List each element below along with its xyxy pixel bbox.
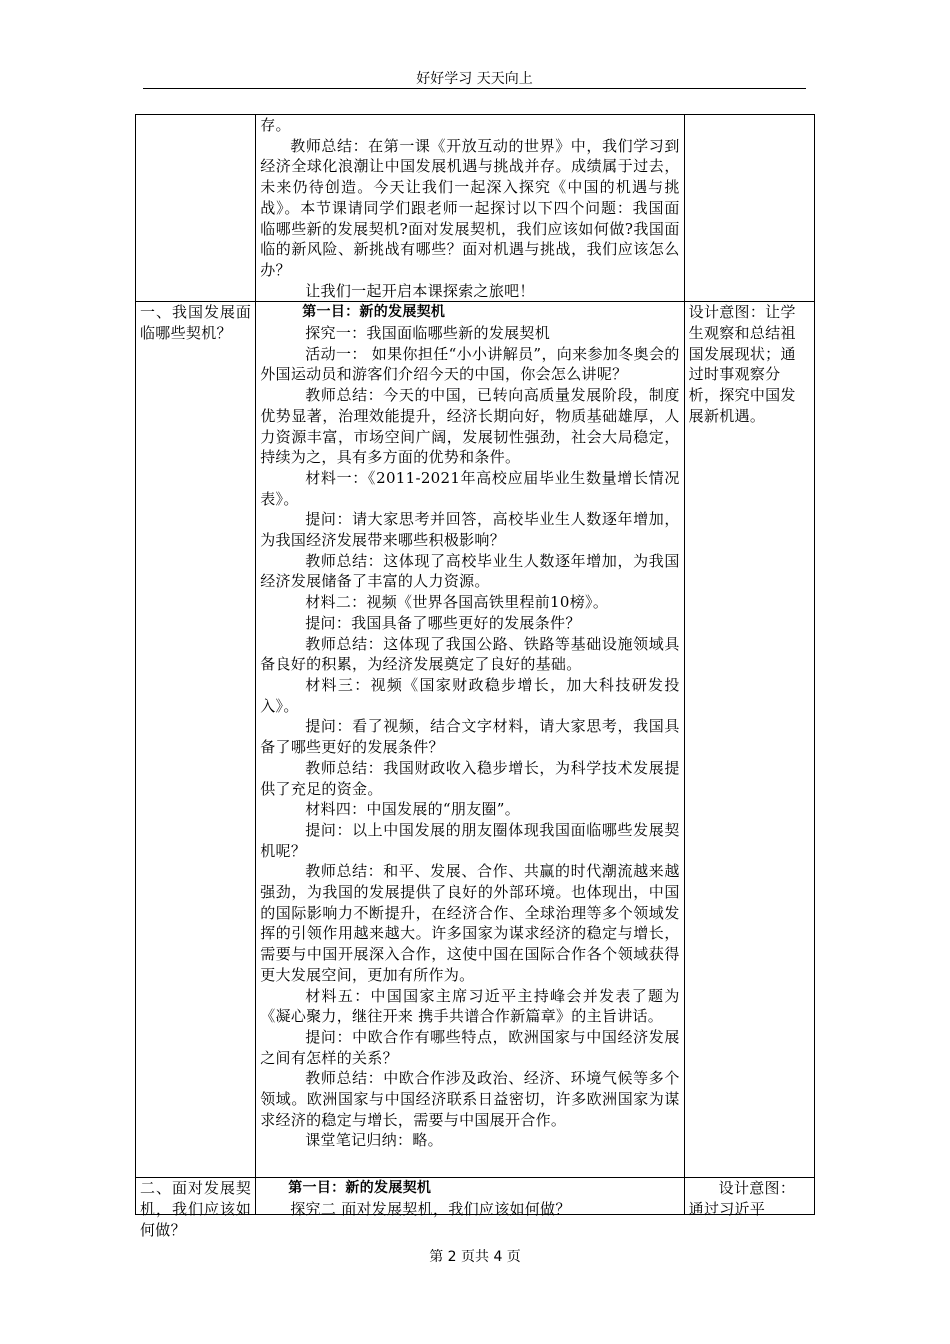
paragraph: 材料二：视频《世界各国高铁里程前10榜》。 [305,593,609,612]
page-header [143,66,806,89]
paragraph: 材料五：中国国家主席习近平主持峰会并发表了题为《凝心聚力，继往开来 携手共谱合作新篇章》的主旨讲话。 [260,986,680,1026]
subsection-title: 第一目：新的发展契机 [302,304,446,321]
table-row [136,1178,815,1215]
paragraph: 教师总结：和平、发展、合作、共赢的时代潮流越来越强劲，为我国的发展提供了良好的外部环境。也体现出，中国的国际影响力不断提升，在经济合作、全球治理等多个领域发挥的引领作用越来越大。许多国家为谋求经济的稳定与增长，需要与中国开展深入合作，这使中国在国际合作各个领域获得更大发展空间，更加有所作为。 [260,862,680,984]
paragraph: 材料三：视频《国家财政稳步增长，加大科技研发投入》。 [260,675,680,715]
paragraph: 教师总结：这体现了我国公路、铁路等基础设施领域具备良好的积累，为经济发展奠定了良好的基础。 [260,634,680,674]
paragraph: 教师总结：在第一课《开放互动的世界》中，我们学习到经济全球化浪潮让中国发展机遇与挑战并存。成绩属于过去，未来仍待创造。今天让我们一起深入探究《中国的机遇与挑战》。本节课请同学们跟老师一起探讨以下四个问题：我国面临哪些新的发展契机?面对发展契机，我们应该如何做?我国面临的新风险、新挑战有哪些？面对机遇与挑战，我们应该怎么办？ [260,136,680,279]
paragraph: 教师总结：今天的中国，已转向高质量发展阶段，制度优势显著，治理效能提升，经济长期向好，物质基础雄厚，人力资源丰富，市场空间广阔，发展韧性强劲，社会大局稳定，持续为之，具有多方面的优势和条件。 [260,386,680,467]
paragraph: 材料一：《2011-2021年高校应届毕业生数量增长情况表》。 [260,468,680,508]
paragraph: 教师总结：我国财政收入稳步增长，为科学技术发展提供了充足的资金。 [260,758,680,798]
paragraph: 教师总结：这体现了高校毕业生人数逐年增加，为我国经济发展储备了丰富的人力资源。 [260,551,680,591]
section-cell: 二、面对发展契机，我们应该如何做？ [140,1179,252,1239]
paragraph: 提问：我国具备了哪些更好的发展条件？ [305,613,581,632]
process-cell [256,115,684,302]
process-cell [256,302,684,1178]
page-number: 第 2 页共 4 页 [429,1249,521,1265]
process-cell [260,1178,679,1219]
lesson-plan-table [135,114,815,1239]
section-cell [136,115,256,302]
paragraph: 让我们一起开启本课探索之旅吧！ [305,281,535,300]
intent-cell: 设计意图：让学生观察和总结祖国发展现状；通过时事观察分析，探究中国发展新机遇。 [684,302,814,1178]
paragraph: 提问：中欧合作有哪些特点，欧洲国家与中国经济发展之间有怎样的关系？ [260,1027,680,1067]
paragraph: 提问：看了视频，结合文字材料，请大家思考，我国具备了哪些更好的发展条件？ [260,717,680,757]
section-cell: 一、我国发展面临哪些契机？ [136,302,256,1178]
paragraph: 存。 [260,116,291,134]
paragraph: 提问：请大家思考并回答，高校毕业生人数逐年增加，为我国经济发展带来哪些积极影响？ [260,510,680,550]
paragraph: 探究一：我国面临哪些新的发展契机 [305,324,551,343]
header-title: 好好学习 天天向上 [416,71,533,87]
paragraph: 材料四：中国发展的“朋友圈”。 [305,800,521,819]
table-row [136,115,815,302]
table-row [136,302,815,1178]
paragraph: 提问：以上中国发展的朋友圈体现我国面临哪些发展契机呢？ [260,820,680,860]
paragraph: 活动一： 如果你担任“小小讲解员”，向来参加冬奥会的外国运动员和游客们介绍今天的中国，你会怎么讲呢？ [260,344,680,384]
paragraph: 教师总结：中欧合作涉及政治、经济、环境气候等多个领域。欧洲国家与中国经济联系日益密切，许多欧洲国家为谋求经济的稳定与增长，需要与中国展开合作。 [260,1069,680,1129]
intent-cell: 设计意图：通过习近平 [688,1179,796,1219]
subsection-title: 第一目：新的发展契机 [288,1180,432,1197]
page-footer [0,1246,950,1266]
paragraph: 探究二 面对发展契机，我们应该如何做？ [290,1200,571,1219]
paragraph: 课堂笔记归纳：略。 [305,1131,443,1150]
intent-cell [684,115,814,302]
